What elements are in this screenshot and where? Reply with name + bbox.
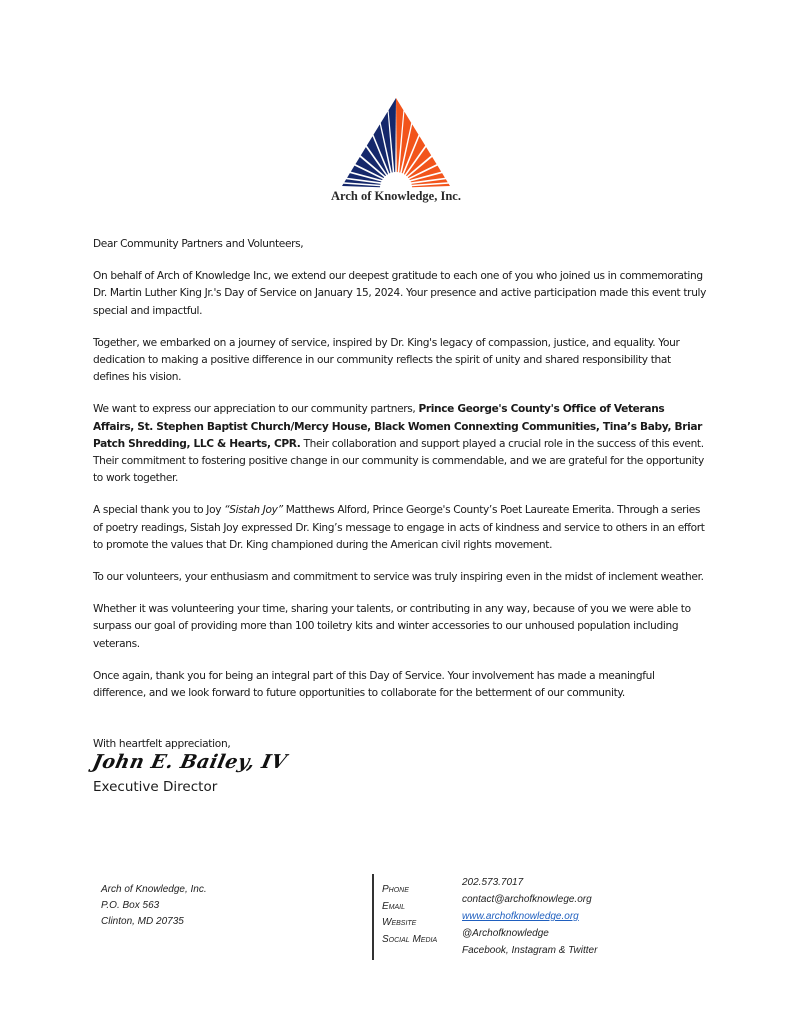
label-phone: Phone [382,884,409,895]
label-email: Email [382,900,406,912]
footer-contact-values [462,874,597,959]
letter-body [93,236,708,717]
paragraph-volunteers: To our volunteers, your enthusiasm and commitment to service was truly inspiring even in the midst of inclement weather. [93,571,704,584]
phone-value: 202.573.7017 [462,877,524,888]
paragraph-thanks: Once again, thank you for being an integral part of this Day of Service. Your involvement has made a meaningful difference, and we look forward to future opportunities to collaborate for the betterment of our community. [93,669,655,700]
logo-org-name: Arch of Knowledge, Inc. [331,189,461,203]
poet-intro: A special thank you to Joy [93,504,225,517]
paragraph-journey: Together, we embarked on a journey of service, inspired by Dr. King's legacy of compassion, justice, and equality. Your dedication to making a positive difference in our community reflects the spirit of unity and shared responsibility that defines his vision. [93,336,680,384]
partners-list: Prince George's County's Office of Veterans Affairs, St. Stephen Baptist Church/Mercy House, Black Women Connexting Communities, Tina’s Baby, Briar Patch Shredding, LLC & Hearts, CPR. [93,403,703,450]
poet-rest: Matthews Alford, Prince George's County’s Poet Laureate Emerita. Through a series of poetry readings, Sistah Joy expressed Dr. King’s message to engage in acts of kindness and service to others in an effort to promote the values that Dr. King championed during the American civil rights movement. [93,504,705,551]
footer-divider [372,874,374,960]
paragraph-results: Whether it was volunteering your time, sharing your talents, or contributing in any way, because of you we were able to surpass our goal of providing more than 100 toiletry kits and winter accessories to our unhoused population including veterans. [93,603,691,650]
address-line-org: Arch of Knowledge, Inc. [101,884,207,895]
signer-title: Executive Director [93,779,218,795]
social-handle: @Archofknowledge [462,928,549,939]
website-link[interactable]: www.archofknowledge.org [462,911,579,922]
partners-rest: Their collaboration and support played a crucial role in the success of this event. Their commitment to fostering positive change in our community is commendable, and we are grateful for the opportunity to work together. [93,437,704,485]
label-social-media: Social Media [382,933,438,945]
label-website: Website [382,917,417,928]
arch-ray-left [342,184,380,187]
address-line-box: P.O. Box 563 [101,900,160,911]
paragraph-partners [93,401,708,487]
social-platforms: Facebook, Instagram & Twitter [462,945,598,956]
address-line-city: Clinton, MD 20735 [101,916,184,927]
signature: John E. Bailey, IV [90,751,289,773]
footer-address [101,882,207,930]
email-value[interactable]: contact@archofknowlege.org [462,894,592,905]
arch-logo-icon [340,96,452,188]
salutation: Dear Community Partners and Volunteers, [93,238,304,250]
arch-ray-right [412,184,450,187]
poet-nickname: “Sistah Joy” [224,504,283,517]
sign-off: With heartfelt appreciation, [93,738,231,750]
partners-intro: We want to express our appreciation to our community partners, [93,403,419,416]
footer-contact-labels [382,882,437,948]
organization-logo [318,96,474,206]
paragraph-poet [93,502,708,554]
paragraph-gratitude: On behalf of Arch of Knowledge Inc, we extend our deepest gratitude to each one of you who joined us in commemorating Dr. Martin Luther King Jr.'s Day of Service on January 15, 2024. Your presence and active participation made this event truly special and impactful. [93,270,707,317]
